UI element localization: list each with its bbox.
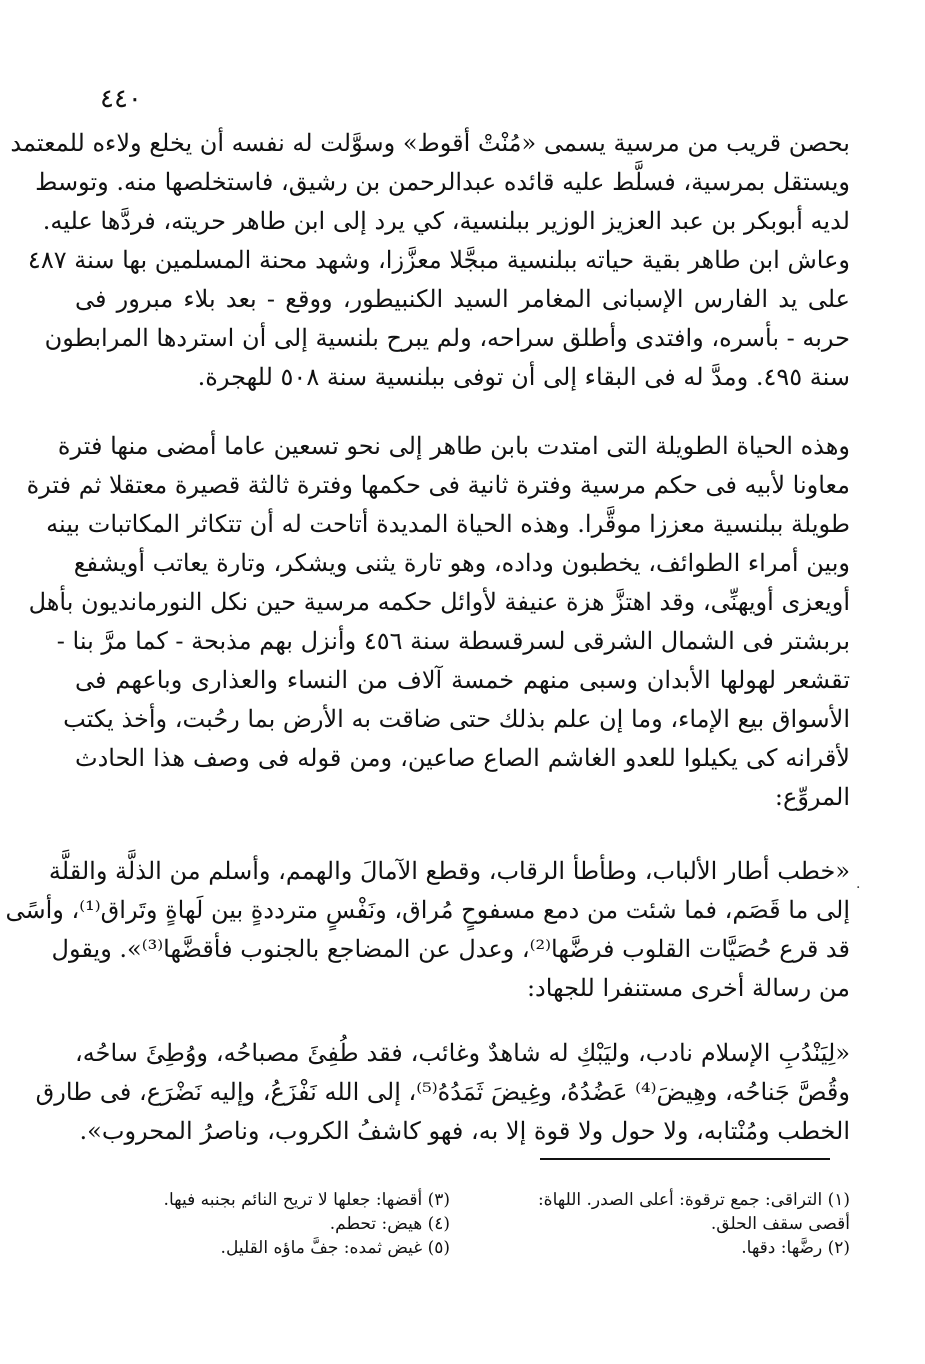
quote-1 bbox=[5, 852, 850, 1008]
paragraph-2 bbox=[26, 427, 850, 822]
text-line: إلى ما قَصَم، فما شئت من دمع مسفوحٍ مُراق، ونَفْسٍ مترددةٍ بين لَهاةٍ وتَراق⁽¹⁾، وأسًى bbox=[5, 896, 850, 924]
text-line: وعاش ابن طاهر بقية حياته ببلنسية مبجَّلا معزَّزا، وشهد محنة المسلمين بها سنة ٤٨٧ bbox=[27, 246, 850, 274]
text-line: طويلة ببلنسية معززا موقَّرا. وهذه الحياة المديدة أتاحت له أن تتكاثر المكاتبات بينه bbox=[46, 510, 850, 538]
footnote-line: (٥) غيض ثمده: جفَّ ماؤه القليل. bbox=[220, 1238, 450, 1258]
page-number: ٤٤٠ bbox=[100, 84, 142, 114]
footnotes-right-column bbox=[510, 1188, 850, 1260]
text-line: «لِيَنْدُبِ الإسلام نادب، وليَبْكِ له شاهدٌ وغائب، فقد طُفِئَ مصباحُه، ووُطِئَ ساحُه، bbox=[75, 1039, 850, 1067]
text-line: تقشعر لهولها الأبدان وسبى منهم خمسة آلاف من النساء والعذارى وباعهم فى bbox=[75, 666, 850, 694]
text-line: المروِّع: bbox=[774, 783, 850, 811]
text-line: على يد الفارس الإسبانى المغامر السيد الكنبيطور، ووقع - بعد بلاء مبرور فى bbox=[75, 285, 850, 313]
text-line: أويعزى أويهنِّى، وقد اهتزَّ هزة عنيفة لأوائل حكمه مرسية حين نكل النورمانديون بأهل bbox=[28, 588, 850, 616]
footnote-divider bbox=[540, 1158, 830, 1160]
text-line: وبين أمراء الطوائف، يخطبون وداده، وهو تارة يثنى ويشكر، وتارة يعاتب أويشفع bbox=[73, 549, 850, 577]
text-line: لديه أبوبكر بن عبد العزيز الوزير ببلنسية، كي يرد إلى ابن طاهر حريته، فردَّها عليه. bbox=[42, 207, 850, 235]
text-line: الخطب ومُنْتابه، ولا حول ولا قوة إلا به، فهو كاشفُ الكروب، وناصرُ المحروب». bbox=[79, 1117, 850, 1145]
footnote-line: (٤) هيض: تحطم. bbox=[329, 1214, 450, 1234]
margin-mark: · bbox=[856, 880, 861, 896]
text-line: وقُصَّ جَناحُه، وهِيضَ⁽⁴⁾ عَضُدُهُ، وغِيضَ ثَمَدُهُ⁽⁵⁾، إلى الله نَفْزَعُ، وإليه نَضْرَع، فى طارق bbox=[35, 1078, 850, 1106]
text-line: لأقرانه كى يكيلوا للعدو الغاشم الصاع صاعين، ومن قوله فى وصف هذا الحادث bbox=[75, 744, 850, 772]
text-line: معاونا لأبيه فى حكم مرسية وفترة ثانية فى حكمها وفترة ثالثة قصيرة معتقلا ثم فترة bbox=[26, 471, 850, 499]
footnotes-left-column bbox=[70, 1188, 450, 1260]
text-line: سنة ٤٩٥. ومدَّ له فى البقاء إلى أن توفى ببلنسية سنة ٥٠٨ للهجرة. bbox=[197, 363, 850, 391]
footnote-line: (١) التراقى: جمع ترقوة: أعلى الصدر. اللهاة: bbox=[537, 1190, 850, 1210]
text-line: «خطب أطار الألباب، وطأطأ الرقاب، وقطع الآمالَ والهمم، وأسلم من الذلَّة والقلَّة bbox=[48, 857, 850, 885]
text-line: الأسواق بيع الإماء، وما إن علم بذلك حتى ضاقت به الأرض بما رحُبت، وأخذ يكتب bbox=[63, 705, 850, 733]
paragraph-1 bbox=[10, 124, 850, 397]
text-line: قد قرع حُصَيَّات القلوب فرضَّها⁽²⁾، وعدل عن المضاجع بالجنوب فأقضَّها⁽³⁾». ويقول bbox=[51, 935, 850, 963]
quote-2 bbox=[35, 1034, 850, 1151]
text-line: ويستقل بمرسية، فسلَّط عليه قائده عبدالرحمن بن رشيق، فاستخلصها منه. وتوسط bbox=[35, 168, 850, 196]
text-line: حربه - بأسره، وافتدى وأطلق سراحه، ولم يبرح بلنسية إلى أن استردها المرابطون bbox=[44, 324, 850, 352]
text-line: من رسالة أخرى مستنفرا للجهاد: bbox=[526, 974, 850, 1002]
text-line: بحصن قريب من مرسية يسمى «مُنْتْ أقوط» وسوَّلت له نفسه أن يخلع ولاءه للمعتمد bbox=[10, 129, 850, 157]
text-line: بربشتر فى الشمال الشرقى لسرقسطة سنة ٤٥٦ وأنزل بهم مذبحة - كما مرَّ بنا - bbox=[56, 627, 850, 655]
footnote-line: (٢) رضَّها: دقها. bbox=[741, 1238, 850, 1258]
footnote-line: أقصى سقف الحلق. bbox=[710, 1214, 850, 1234]
footnote-line: (٣) أقضها: جعلها لا تريح النائم بجنبه فيها. bbox=[163, 1190, 450, 1210]
main-text bbox=[5, 124, 850, 1165]
text-line: وهذه الحياة الطويلة التى امتدت بابن طاهر إلى نحو تسعين عاما أمضى منها فترة bbox=[57, 432, 850, 460]
